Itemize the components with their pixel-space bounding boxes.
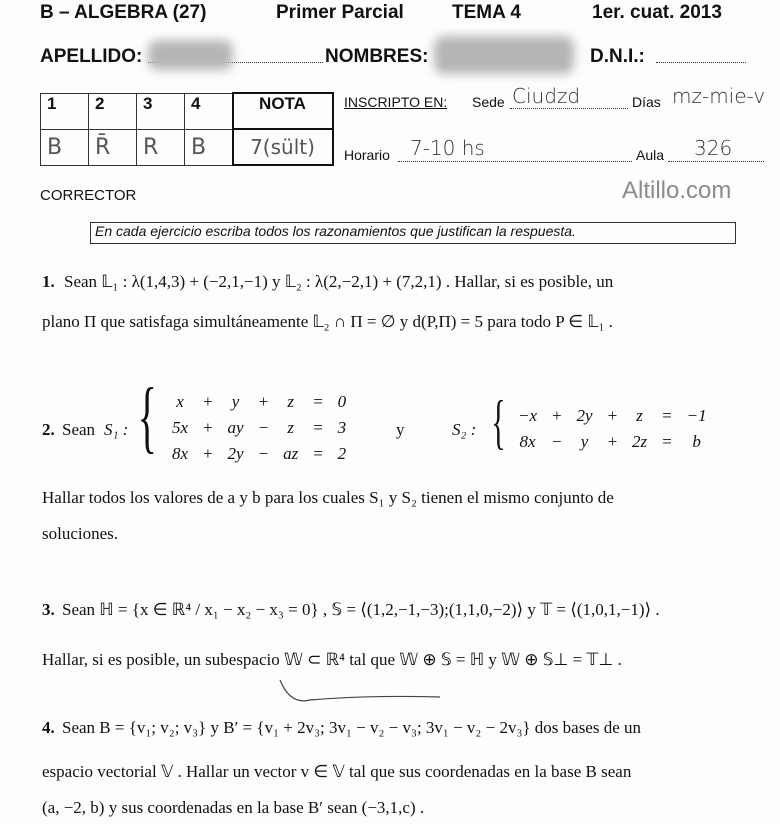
s1-term: ay bbox=[227, 418, 244, 437]
aula-label: Aula bbox=[636, 147, 665, 163]
s2-term: + bbox=[606, 432, 619, 451]
problem-4-line-1: Sean B = {v₁; v₂; v₃} y B′ = {v₁ + 2v₃; 3v₁ − v₂ − v₃; 3v₁ − v₂ − 2v₃} dos bases de un bbox=[62, 718, 642, 737]
s1-term: + bbox=[202, 392, 214, 411]
s1-term: z bbox=[287, 418, 294, 437]
s1-label: S₁ : bbox=[104, 420, 129, 439]
s1-term: z bbox=[287, 392, 294, 411]
system-s1 bbox=[164, 388, 354, 468]
horario-label: Horario bbox=[344, 147, 390, 163]
grade-header-2: 2 bbox=[89, 93, 137, 129]
nombres-label: NOMBRES: bbox=[325, 46, 429, 67]
grade-header-4: 4 bbox=[185, 93, 233, 129]
problem-2-number: 2. bbox=[42, 420, 55, 439]
exam-name: Primer Parcial bbox=[276, 2, 404, 23]
s1-term: − bbox=[257, 444, 270, 463]
s1-term: 8x bbox=[172, 444, 189, 463]
redacted-apellido bbox=[148, 40, 233, 70]
s2-term: 2y bbox=[576, 406, 593, 425]
system-s2 bbox=[510, 402, 715, 456]
problem-3-line-1: Sean ℍ = {x ∈ ℝ⁴ / x₁ − x₂ − x₃ = 0} , 𝕊 = ⟨(1,2,−1,−3);(1,1,0,−2)⟩ y 𝕋 = ⟨(1,0,1,−1)⟩ . bbox=[62, 600, 660, 619]
term: 1er. cuat. 2013 bbox=[592, 2, 722, 23]
s2-term: 2z bbox=[632, 432, 648, 451]
s2-label: S₂ : bbox=[452, 420, 477, 439]
s2-term: 8x bbox=[519, 432, 536, 451]
watermark: Altillo.com bbox=[622, 177, 732, 204]
problem-2-line-2: soluciones. bbox=[42, 524, 119, 543]
redacted-nombres bbox=[434, 36, 574, 74]
s2-term: + bbox=[551, 406, 563, 425]
s1-term: = bbox=[312, 444, 324, 463]
problem-2-y: y bbox=[396, 420, 405, 439]
s2-term: −x bbox=[518, 406, 538, 425]
horario-line bbox=[398, 161, 632, 162]
instruction-box: En cada ejercicio escriba todos los razonamientos que justifican la respuesta. bbox=[90, 222, 736, 244]
problem-4-line-2: espacio vectorial 𝕍 . Hallar un vector v ∈ 𝕍 tal que sus coordenadas en la base B sean bbox=[42, 762, 632, 781]
s1-term: = bbox=[312, 392, 324, 411]
tema: TEMA 4 bbox=[452, 2, 521, 23]
nota-value: 7(sült) bbox=[233, 129, 333, 165]
problem-4-line-3: (a, −2, b) y sus coordenadas en la base B′ sean (−3,1,c) . bbox=[42, 798, 425, 817]
s2-term: + bbox=[606, 406, 619, 425]
s1-term: 0 bbox=[337, 392, 347, 411]
inscripto-label: INSCRIPTO EN: bbox=[344, 94, 448, 110]
problem-1-line-2: plano Π que satisfaga simultáneamente 𝕃₂ ∩ Π = ∅ y d(P,Π) = 5 para todo P ∈ 𝕃₁ . bbox=[42, 312, 613, 331]
sede-line bbox=[510, 108, 628, 109]
s1-term: + bbox=[257, 392, 270, 411]
s1-term: + bbox=[202, 444, 214, 463]
s1-term: = bbox=[312, 418, 324, 437]
pen-mark bbox=[270, 675, 450, 715]
dias-value: mz-mie-v bbox=[672, 84, 766, 108]
dni-label: D.N.I.: bbox=[590, 46, 645, 67]
course-title: B – ALGEBRA (27) bbox=[40, 2, 207, 23]
s2-term: y bbox=[580, 432, 589, 451]
grade-4: B bbox=[185, 129, 233, 165]
sede-value: Ciudzd bbox=[512, 84, 581, 108]
aula-line bbox=[668, 161, 764, 162]
grade-header-3: 3 bbox=[137, 93, 185, 129]
problem-3-number: 3. bbox=[42, 600, 55, 619]
s1-term: 3 bbox=[337, 418, 347, 437]
s2-term: b bbox=[692, 432, 701, 451]
s1-term: 5x bbox=[172, 418, 189, 437]
problem-2-intro: Sean bbox=[62, 420, 96, 439]
s2-brace: { bbox=[491, 389, 506, 455]
grade-3: R bbox=[137, 129, 185, 165]
s1-brace: { bbox=[137, 373, 157, 461]
grade-1: B bbox=[41, 129, 89, 165]
s1-term: + bbox=[202, 418, 214, 437]
s1-term: y bbox=[231, 392, 240, 411]
problem-3-line-2: Hallar, si es posible, un subespacio 𝕎 ⊂ ℝ⁴ tal que 𝕎 ⊕ 𝕊 = ℍ y 𝕎 ⊕ 𝕊⊥ = 𝕋⊥ . bbox=[42, 650, 622, 669]
apellido-label: APELLIDO: bbox=[40, 46, 143, 67]
grades-table bbox=[40, 92, 334, 166]
grade-2: R̄ bbox=[89, 129, 137, 165]
s1-term: 2 bbox=[337, 444, 347, 463]
s2-term: z bbox=[636, 406, 643, 425]
s1-term: − bbox=[257, 418, 270, 437]
horario-value: 7-10 hs bbox=[410, 136, 485, 160]
nota-header: NOTA bbox=[233, 93, 333, 129]
dias-label: Días bbox=[632, 94, 661, 110]
s1-term: 2y bbox=[227, 444, 244, 463]
sede-label: Sede bbox=[472, 94, 505, 110]
problem-1-line-1: Sean 𝕃₁ : λ(1,4,3) + (−2,1,−1) y 𝕃₂ : λ(2,−2,1) + (7,2,1) . Hallar, si es posible, un bbox=[64, 272, 614, 291]
s1-term: x bbox=[176, 392, 184, 411]
problem-4-number: 4. bbox=[42, 718, 55, 737]
s2-term: −1 bbox=[686, 406, 707, 425]
dni-field bbox=[656, 62, 746, 63]
problem-2-line-1: Hallar todos los valores de a y b para los cuales S₁ y S₂ tienen el mismo conjunto de bbox=[42, 488, 614, 507]
grade-header-1: 1 bbox=[41, 93, 89, 129]
aula-value: 326 bbox=[694, 136, 733, 160]
corrector-label: CORRECTOR bbox=[40, 187, 137, 204]
s2-term: = bbox=[661, 432, 673, 451]
problem-1-number: 1. bbox=[42, 272, 55, 291]
s2-term: − bbox=[551, 432, 563, 451]
s2-term: = bbox=[661, 406, 673, 425]
s1-term: az bbox=[283, 444, 299, 463]
